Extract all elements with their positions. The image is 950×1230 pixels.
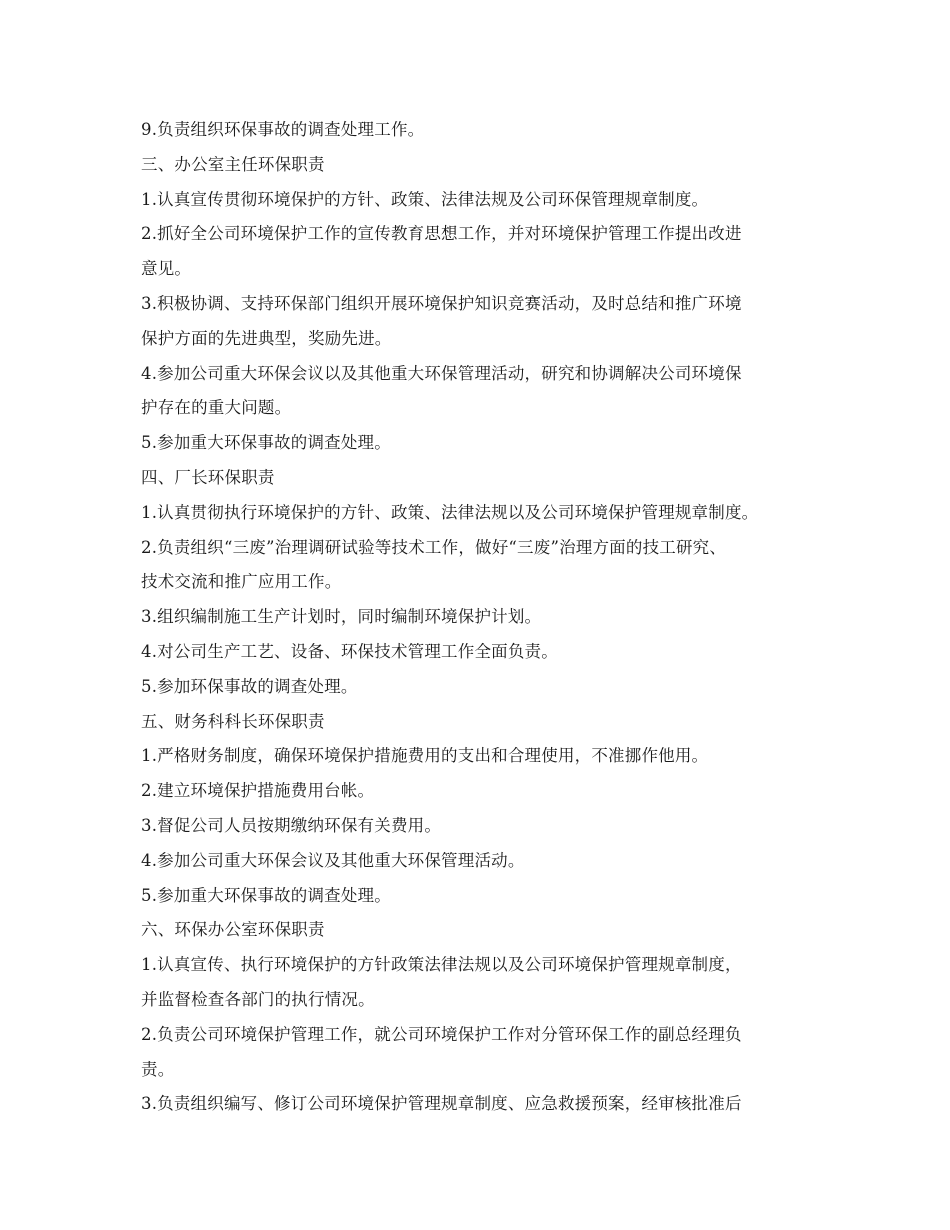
list-item: 4.对公司生产工艺、设备、环保技术管理工作全面负责。 (141, 641, 558, 661)
section-heading: 四、厂长环保职责 (141, 467, 275, 487)
list-item: 2.抓好全公司环境保护工作的宣传教育思想工作，并对环境保护管理工作提出改进 (141, 224, 742, 244)
list-item: 1.认真贯彻执行环境保护的方针、政策、法律法规以及公司环境保护管理规章制度。 (141, 502, 759, 522)
section-heading: 六、环保办公室环保职责 (141, 920, 325, 940)
list-item: 1.认真宣传贯彻环境保护的方针、政策、法律法规及公司环保管理规章制度。 (141, 189, 709, 209)
list-item: 5.参加重大环保事故的调查处理。 (141, 885, 391, 905)
list-item-continuation: 保护方面的先进典型，奖励先进。 (141, 328, 392, 348)
section-heading: 三、办公室主任环保职责 (141, 154, 325, 174)
list-item: 5.参加环保事故的调查处理。 (141, 676, 358, 696)
list-item: 9.负责组织环保事故的调查处理工作。 (141, 120, 425, 139)
list-item: 2.建立环境保护措施费用台帐。 (141, 781, 375, 801)
list-item-continuation: 并监督检查各部门的执行情况。 (141, 989, 375, 1009)
list-item: 1.严格财务制度，确保环境保护措施费用的支出和合理使用，不准挪作他用。 (141, 746, 709, 766)
document-body (141, 113, 841, 1122)
list-item: 2.负责组织“三废”治理调研试验等技术工作，做好“三废”治理方面的技工研究、 (141, 537, 727, 557)
section-heading: 五、财务科科长环保职责 (141, 711, 325, 731)
list-item-continuation: 责。 (141, 1059, 175, 1079)
list-item: 1.认真宣传、执行环境保护的方针政策法律法规以及公司环境保护管理规章制度， (141, 955, 742, 975)
list-item: 3.积极协调、支持环保部门组织开展环境保护知识竞赛活动，及时总结和推广环境 (141, 293, 742, 313)
list-item-continuation: 护存在的重大问题。 (141, 398, 292, 418)
list-item: 3.负责组织编写、修订公司环境保护管理规章制度、应急救援预案，经审核批准后 (141, 1094, 742, 1114)
list-item: 2.负责公司环境保护管理工作，就公司环境保护工作对分管环保工作的副总经理负 (141, 1024, 742, 1044)
list-item: 3.督促公司人员按期缴纳环保有关费用。 (141, 815, 442, 835)
list-item: 4.参加公司重大环保会议以及其他重大环保管理活动，研究和协调解决公司环境保 (141, 363, 742, 383)
list-item: 5.参加重大环保事故的调查处理。 (141, 433, 391, 453)
list-item: 3.组织编制施工生产计划时，同时编制环境保护计划。 (141, 607, 542, 627)
list-item: 4.参加公司重大环保会议及其他重大环保管理活动。 (141, 850, 525, 870)
list-item-continuation: 意见。 (141, 259, 192, 279)
list-item-continuation: 技术交流和推广应用工作。 (141, 572, 342, 592)
